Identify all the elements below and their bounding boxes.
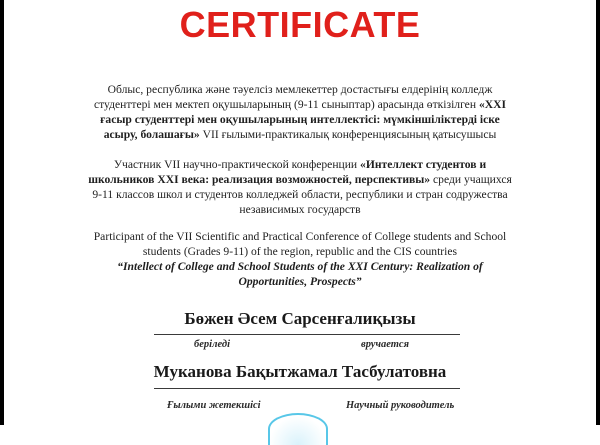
kazakh-description — [84, 82, 516, 142]
recipient-underline — [154, 334, 460, 335]
supervisor-label-kz: Ғылыми жетекшісі — [167, 400, 261, 411]
english-conference-title: “Intellect of College and School Students of the XXI Century: Realization of Opportunities, Prospects” — [117, 260, 483, 288]
russian-description — [84, 157, 516, 217]
supervisor-name: Муканова Бақытжамал Тасбулатовна — [153, 362, 447, 381]
certificate-page — [4, 0, 596, 425]
official-seal — [268, 413, 328, 445]
recipient-name: Бөжен Әсем Сарсенғалиқызы — [184, 309, 416, 328]
russian-conference-title: «Интеллект студентов и школьников XXI века: реализация возможностей, перспективы» — [88, 158, 487, 186]
kazakh-text-2: VII ғылыми-практикалық конференциясының қатысушысы — [199, 128, 497, 141]
frame-border-right — [596, 0, 600, 425]
certificate-title: CERTIFICATE — [179, 4, 421, 45]
english-description — [84, 229, 516, 289]
english-text: Participant of the VII Scientific and Practical Conference of College students and School students (Grades 9-11) of the region, republic and the CIS countries — [93, 230, 507, 258]
awarded-label-kz: беріледі — [194, 339, 230, 350]
kazakh-text-1: Облыс, республика және тәуелсіз мемлекеттер достастығы елдерінің колледж студенттері мен мектеп оқушыларының (9-11 сыныптар) арасында өткізілген — [93, 83, 493, 111]
awarded-label-ru: вручается — [361, 339, 409, 350]
supervisor-underline — [154, 388, 460, 389]
supervisor-label-ru: Научный руководитель — [346, 400, 455, 411]
russian-text-2: среди учащихся 9-11 классов школ и студентов колледжей области, республики и стран содружества независимых государств — [92, 173, 512, 216]
russian-text-1: Участник VII научно-практической конференции — [113, 158, 361, 171]
kazakh-conference-title: «XXI ғасыр студенттері мен оқушыларының интеллектісі: мүмкіншіліктерді іске асыру, болашағы» — [100, 98, 506, 141]
